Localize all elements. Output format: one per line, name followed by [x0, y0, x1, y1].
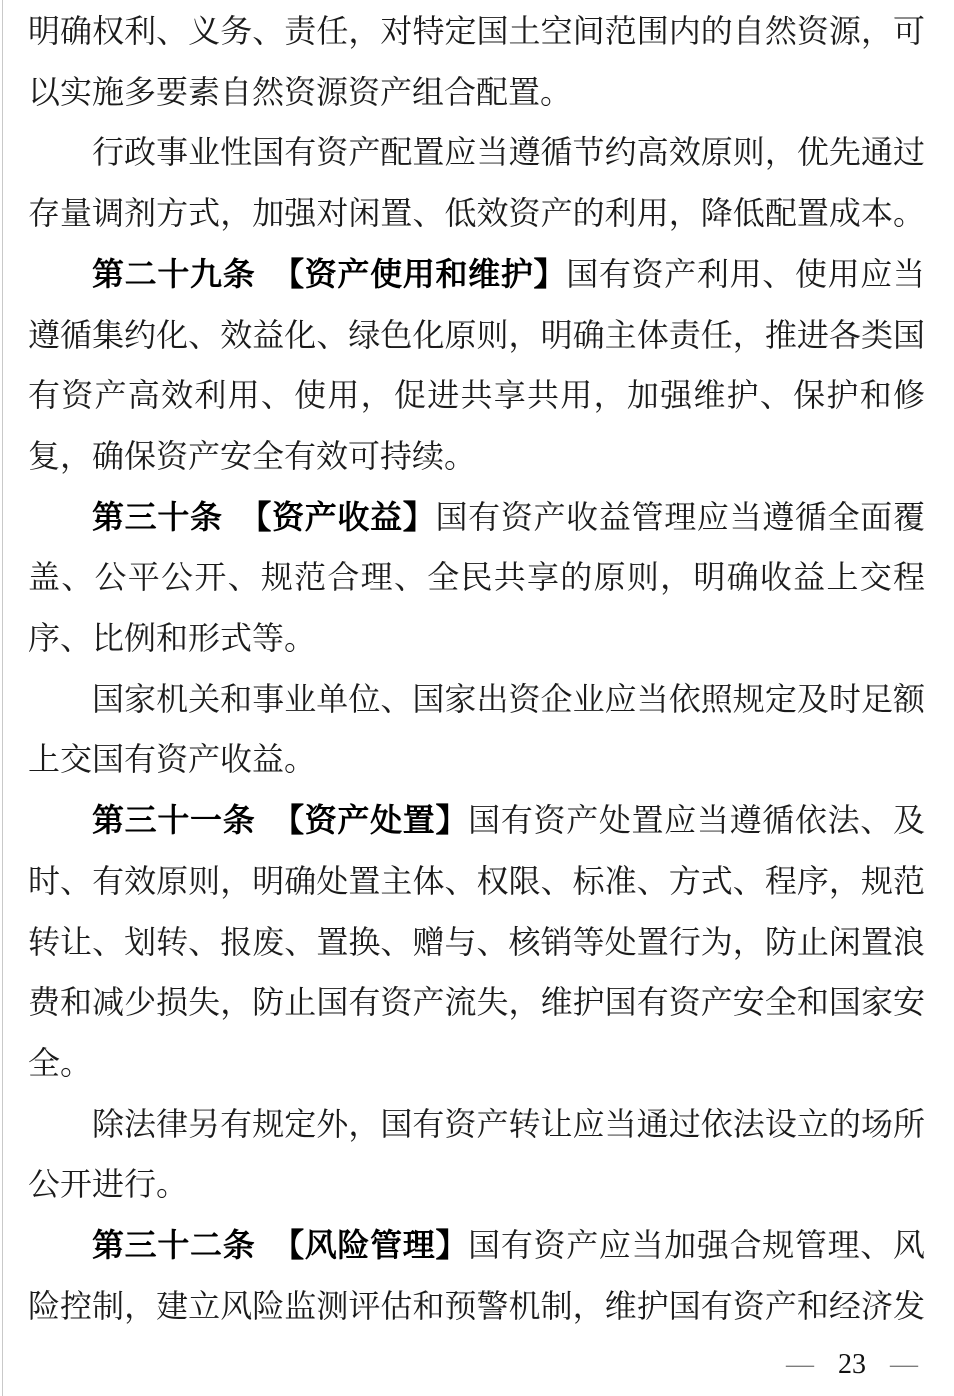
text-line-body: 除法律另有规定外，国有资产转让应当通过依法设立的场所: [92, 1105, 925, 1142]
text-line-body: 国有资产应当加强合规管理、风: [468, 1227, 925, 1264]
page-number-dash-right: —: [890, 1349, 918, 1380]
text-line-body: 行政事业性国有资产配置应当遵循节约高效原则，优先通过: [92, 134, 925, 171]
text-line: [28, 305, 925, 366]
text-line: [28, 1094, 925, 1155]
article-29-heading: 第二十九条 【资产使用和维护】: [92, 255, 567, 292]
text-line-body: 全。: [28, 1044, 93, 1081]
text-line: [28, 183, 925, 244]
text-line-body: 上交国有资产收益。: [28, 741, 317, 778]
text-line-body: 时、有效原则，明确处置主体、权限、标准、方式、程序，规范: [28, 862, 925, 899]
text-line-body: 国有资产收益管理应当遵循全面覆: [435, 498, 925, 535]
text-line-body: 国有资产利用、使用应当: [566, 255, 925, 292]
text-line-body: 转让、划转、报废、置换、赠与、核销等处置行为，防止闲置浪: [28, 923, 925, 960]
text-line-body: 国家机关和事业单位、国家出资企业应当依照规定及时足额: [92, 680, 925, 717]
text-line: [28, 1033, 925, 1094]
page-number-value: 23: [838, 1349, 866, 1380]
text-line: [28, 1276, 925, 1337]
text-line: [28, 1215, 925, 1276]
text-line-body: 盖、公平公开、规范合理、全民共享的原则，明确收益上交程: [28, 559, 925, 596]
text-line-body: 存量调剂方式，加强对闲置、低效资产的利用，降低配置成本。: [28, 195, 925, 232]
text-line-body: 有资产高效利用、使用，促进共享共用，加强维护、保护和修: [28, 377, 925, 414]
text-line-body: 复，确保资产安全有效可持续。: [28, 437, 477, 474]
text-line: [28, 1154, 925, 1215]
article-30-heading: 第三十条 【资产收益】: [92, 498, 436, 535]
text-line: [28, 62, 925, 123]
article-32-heading: 第三十二条 【风险管理】: [92, 1227, 469, 1264]
page-number-dash-left: —: [786, 1349, 814, 1380]
text-line-body: 序、比例和形式等。: [28, 620, 317, 657]
page-left-edge-line: [2, 0, 3, 1396]
text-line-body: 公开进行。: [28, 1166, 189, 1203]
text-line-body: 明确权利、义务、责任，对特定国土空间范围内的自然资源，可: [28, 13, 925, 49]
text-line-body: 费和减少损失，防止国有资产流失，维护国有资产安全和国家安: [28, 984, 925, 1021]
text-line: [28, 244, 925, 305]
text-line-body: 以实施多要素自然资源资产组合配置。: [28, 73, 573, 110]
text-line: [28, 608, 925, 669]
text-line: [28, 729, 925, 790]
text-line-body: 国有资产处置应当遵循依法、及: [468, 802, 925, 839]
text-line: [28, 790, 925, 851]
text-line: [28, 912, 925, 973]
text-line: [28, 365, 925, 426]
text-line: [28, 487, 925, 548]
text-line: [28, 547, 925, 608]
text-line: [28, 851, 925, 912]
text-line-body: 遵循集约化、效益化、绿色化原则，明确主体责任，推进各类国: [28, 316, 925, 353]
text-line: [28, 1, 925, 62]
article-31-heading: 第三十一条 【资产处置】: [92, 802, 469, 839]
text-line: [28, 972, 925, 1033]
text-line: [28, 669, 925, 730]
document-body: [28, 1, 925, 1336]
text-line: [28, 122, 925, 183]
text-line: [28, 426, 925, 487]
page-number: [786, 1349, 918, 1381]
text-line-body: 险控制，建立风险监测评估和预警机制，维护国有资产和经济发: [28, 1287, 925, 1324]
